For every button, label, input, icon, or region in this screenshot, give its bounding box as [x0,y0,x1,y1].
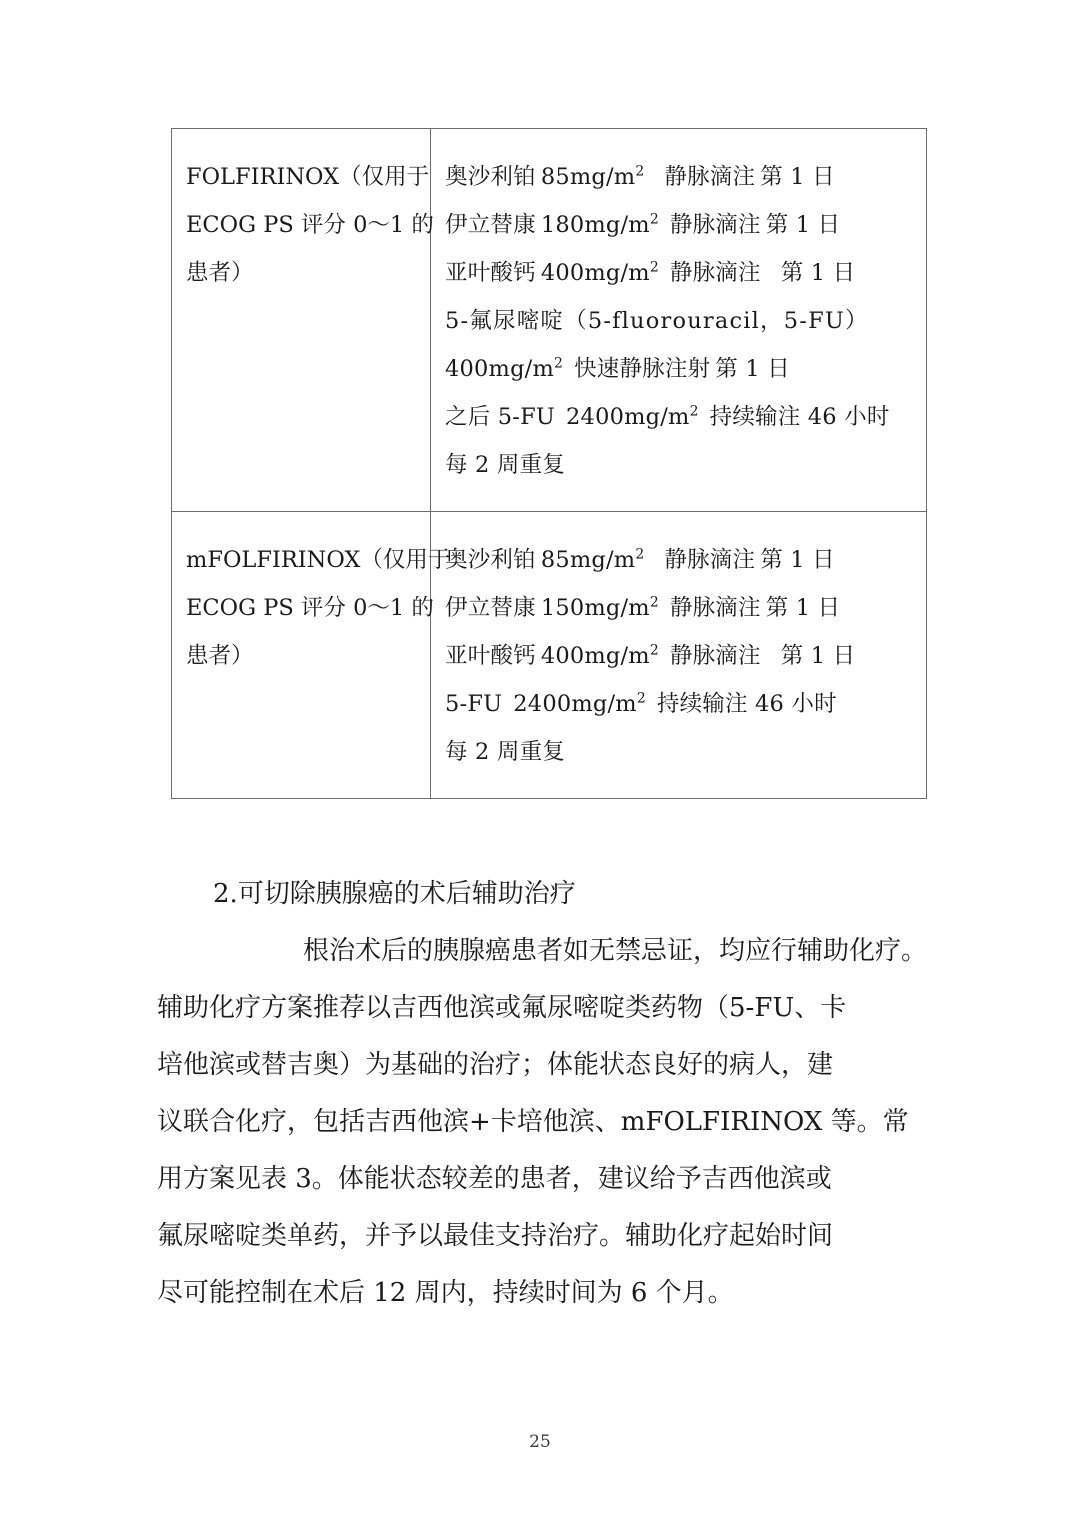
paragraph-line [157,1037,927,1094]
drug-name: 奥沙利铂 [445,547,536,573]
dose-superscript: 2 [554,355,564,372]
paragraph-line [157,923,927,980]
paragraph-line-text: 议联合化疗，包括吉西他滨+卡培他滨、mFOLFIRINOX 等。常 [157,1107,909,1137]
table-row [172,512,927,799]
dose-superscript: 2 [649,259,659,276]
drug-dose: 400mg/m [445,356,555,382]
drug-route: 静脉滴注 [669,643,761,669]
paragraph-line-text: 根治术后的胰腺癌患者如无禁忌证，均应行辅助化疗。 [302,936,927,966]
section-heading [157,866,927,923]
paragraph-line-text: 尽可能控制在术后 12 周内，持续时间为 6 个月。 [157,1278,734,1308]
paragraph-line-text: 培他滨或替吉奥）为基础的治疗；体能状态良好的病人，建 [157,1050,834,1080]
drug-name: 5-FU [445,691,503,717]
paragraph-line [157,1151,927,1208]
regimen-detail-line [445,728,916,776]
drug-route: 持续输注 46 小时 [709,404,890,430]
regimen-eligibility-line: ECOG PS 评分 0～1 的 [186,595,434,621]
regimen-name-line [186,632,418,680]
regimen-detail-line [445,441,916,489]
regimen-eligibility-line: ECOG PS 评分 0～1 的 [186,212,434,238]
regimen-name-cell [172,512,451,799]
regimen-name-latin: mFOLFIRINOX（仅用于 [186,547,451,573]
regimen-detail-cell [431,129,927,512]
regimen-detail-line [445,393,916,441]
drug-name: 伊立替康 [445,212,536,238]
regimen-detail-line [445,297,916,345]
drug-route: 快速静脉注射 [574,356,711,382]
drug-name: 伊立替康 [445,595,536,621]
regimen-detail-line [445,345,916,393]
page-number: 25 [529,1432,551,1452]
drug-name: 亚叶酸钙 [445,260,536,286]
regimen-detail-line [445,632,916,680]
drug-route: 静脉滴注 [669,260,761,286]
regimen-name-line [186,249,418,297]
dose-superscript: 2 [649,211,659,228]
regimen-detail-line [445,680,916,728]
drug-schedule: 第 1 日 [760,164,835,190]
chemotherapy-regimen-table [171,128,927,799]
paragraph-line [157,980,927,1037]
drug-route: 静脉滴注 [669,212,761,238]
table-row [172,129,927,512]
drug-schedule: 第 1 日 [765,212,841,238]
drug-dose: 150mg/m [540,595,650,621]
regimen-detail-line [445,153,916,201]
drug-name: 之后 5-FU [445,404,556,430]
regimen-detail-line [445,584,916,632]
drug-dose: 180mg/m [540,212,650,238]
regimen-detail-cell [431,512,927,799]
regimen-name-latin: FOLFIRINOX（仅用于 [186,164,430,190]
drug-dose: 2400mg/m [513,691,637,717]
drug-dose: 85mg/m [540,547,636,573]
paragraph-line [157,1265,927,1322]
section-heading-text: 2.可切除胰腺癌的术后辅助治疗 [213,879,576,909]
drug-name: 奥沙利铂 [445,164,536,190]
drug-route: 静脉滴注 [664,164,756,190]
paragraph-line [157,1208,927,1265]
regimen-detail-line [445,249,916,297]
drug-name: 5-氟尿嘧啶（5-fluorouracil，5-FU） [445,308,869,334]
regimen-cycle: 每 2 周重复 [445,452,566,478]
dose-superscript: 2 [689,403,699,420]
section-body [157,866,927,1322]
paragraph-line-text: 用方案见表 3。体能状态较差的患者，建议给予吉西他滨或 [157,1164,832,1194]
drug-dose: 400mg/m [540,260,650,286]
regimen-patient-line: 患者） [186,260,254,286]
regimen-name-line [186,584,434,632]
regimen-name-line [186,153,430,201]
drug-name: 亚叶酸钙 [445,643,536,669]
regimen-detail-line [445,536,916,584]
drug-dose: 85mg/m [540,164,636,190]
regimen-name-line [186,536,451,584]
paragraph-line-text: 辅助化疗方案推荐以吉西他滨或氟尿嘧啶类药物（5-FU、卡 [157,993,847,1023]
drug-schedule: 第 1 日 [780,643,856,669]
drug-route: 静脉滴注 [664,547,756,573]
drug-schedule: 第 1 日 [760,547,835,573]
regimen-name-cell [172,129,434,512]
dose-superscript: 2 [635,546,645,563]
regimen-name-line [186,201,434,249]
dose-superscript: 2 [636,690,646,707]
dose-superscript: 2 [649,594,659,611]
drug-route: 持续输注 46 小时 [656,691,837,717]
regimen-detail-line [445,201,916,249]
paragraph-line-text: 氟尿嘧啶类单药，并予以最佳支持治疗。辅助化疗起始时间 [157,1221,834,1251]
paragraph-line [157,1094,927,1151]
regimen-cycle: 每 2 周重复 [445,739,566,765]
drug-schedule: 第 1 日 [715,356,790,382]
drug-route: 静脉滴注 [669,595,761,621]
drug-dose: 2400mg/m [566,404,690,430]
dose-superscript: 2 [635,163,645,180]
drug-schedule: 第 1 日 [780,260,856,286]
drug-dose: 400mg/m [540,643,650,669]
drug-schedule: 第 1 日 [765,595,841,621]
regimen-patient-line: 患者） [186,643,254,669]
dose-superscript: 2 [649,642,659,659]
